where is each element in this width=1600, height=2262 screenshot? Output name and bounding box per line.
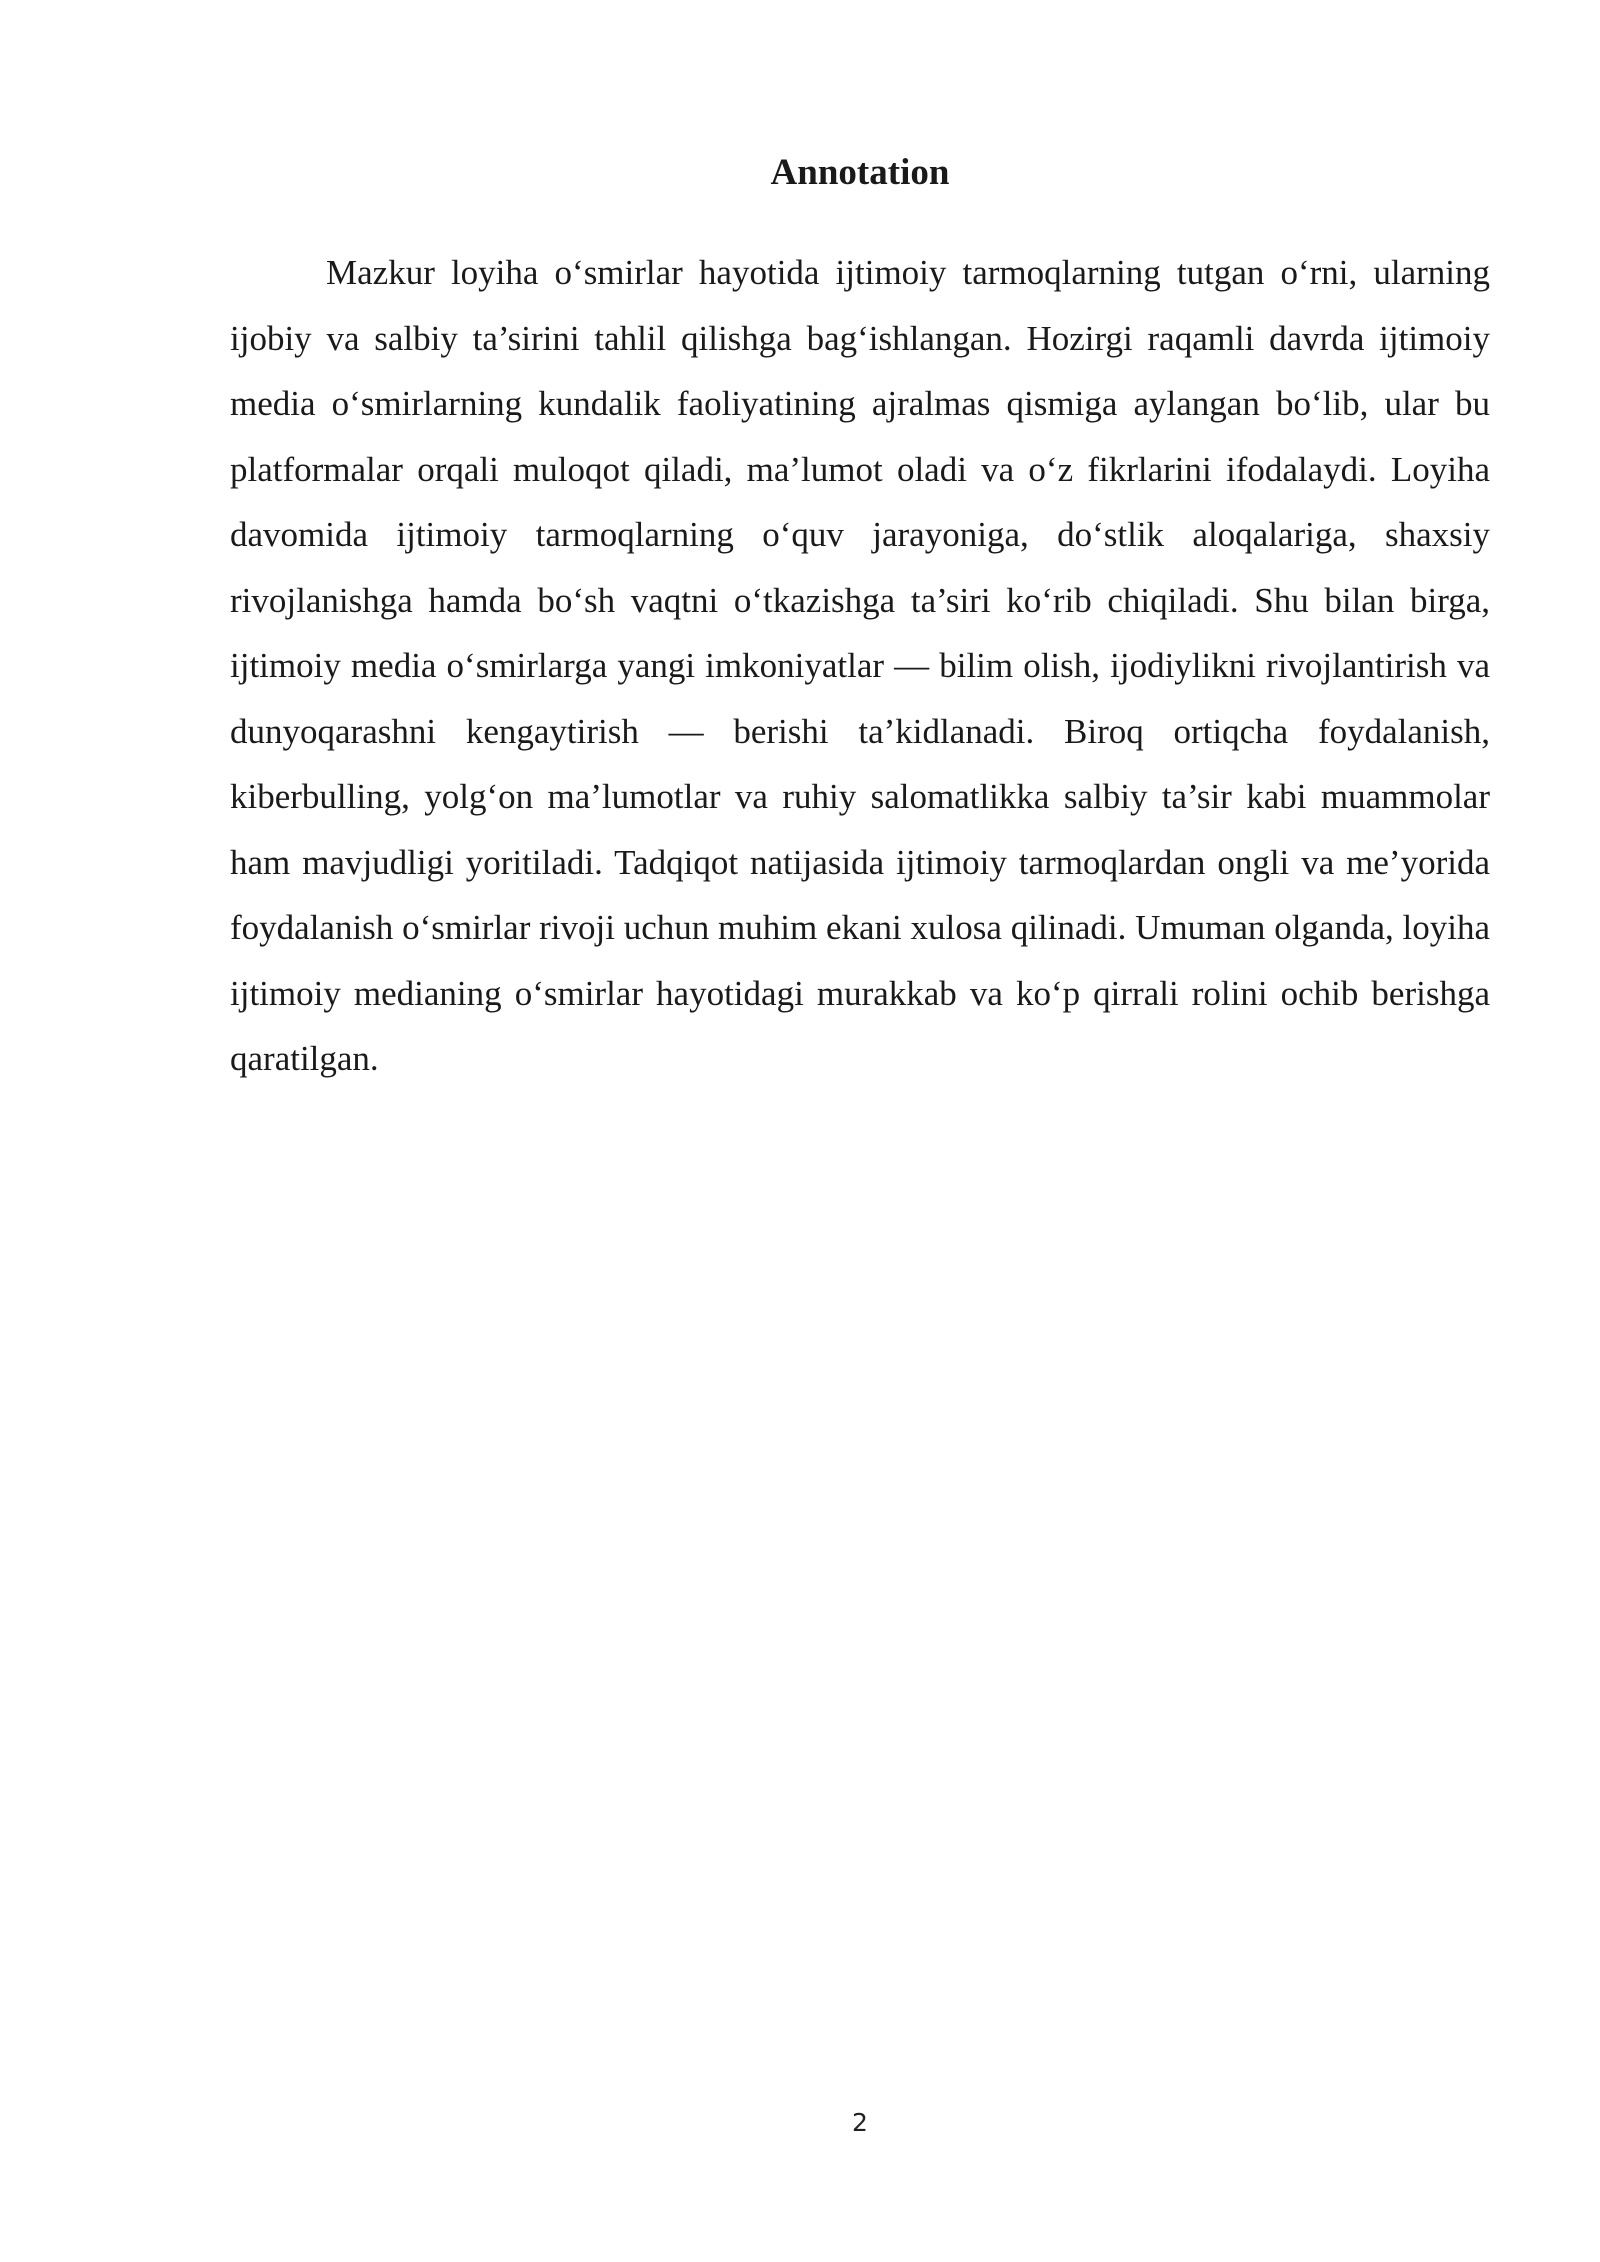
page-title: Annotation <box>770 152 950 193</box>
page-number: 2 <box>852 2108 868 2137</box>
annotation-paragraph: Mazkur loyiha o‘smirlar hayotida ijtimoiy tarmoqlarning tutgan o‘rni, ularning ijobiy va salbiy ta’sirini tahlil qilishga bag‘ishlangan. Hozirgi raqamli davrda ijtimoiy media o‘smirlarning kundalik faoliyatining ajralmas qismiga aylangan bo‘lib, ular bu platformalar orqali muloqot qiladi, ma’lumot oladi va o‘z fikrlarini ifodalaydi. Loyiha davomida ijtimoiy tarmoqlarning o‘quv jarayoniga, do‘stlik aloqalariga, shaxsiy rivojlanishga hamda bo‘sh vaqtni o‘tkazishga ta’siri ko‘rib chiqiladi. Shu bilan birga, ijtimoiy media o‘smirlarga yangi imkoniyatlar — bilim olish, ijodiylikni rivojlantirish va dunyoqarashni kengaytirish — berishi ta’kidlanadi. Biroq ortiqcha foydalanish, kiberbulling, yolg‘on ma’lumotlar va ruhiy salomatlikka salbiy ta’sir kabi muammolar ham mavjudligi yoritiladi. Tadqiqot natijasida ijtimoiy tarmoqlardan ongli va me’yorida foydalanish o‘smirlar rivoji uchun muhim ekani xulosa qilinadi. Umuman olganda, loyiha ijtimoiy medianing o‘smirlar hayotidagi murakkab va ko‘p qirrali rolini ochib berishga qaratilgan. <box>230 253 1490 1078</box>
